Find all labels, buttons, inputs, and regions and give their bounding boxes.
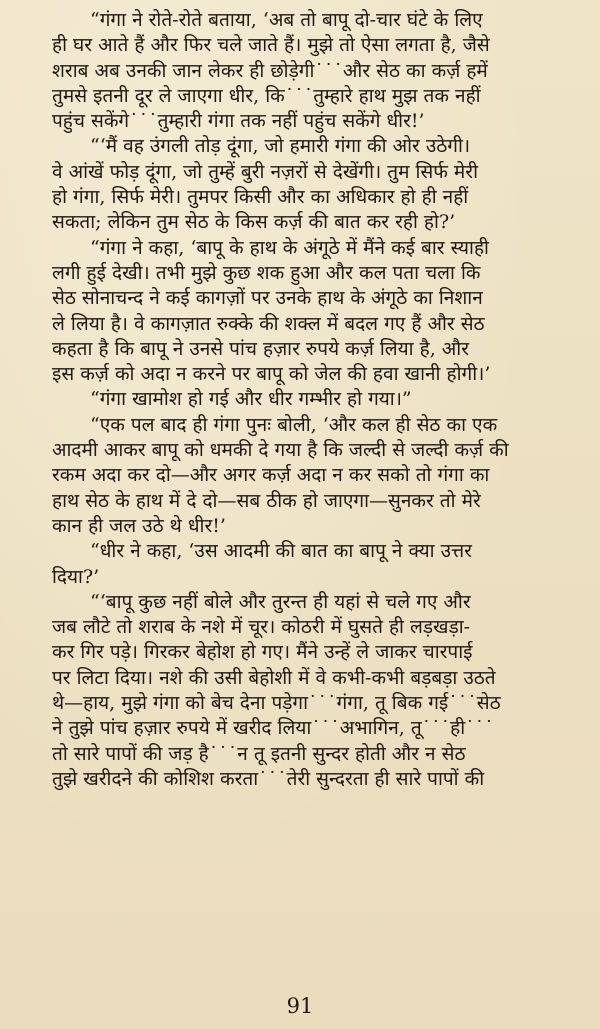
text-line: तुमसे इतनी दूर ले जाएगा धीर, कि˙˙˙तुम्हारे हाथ मुझ तक नहीं — [52, 84, 481, 107]
text-line: आदमी आकर बापू को धमकी दे गया है कि जल्दी से जल्दी कर्ज़ की — [52, 439, 509, 462]
text-line: थे—हाय, मुझे गंगा को बेच देना पड़ेगा˙˙˙गंगा, तू बिक गई˙˙˙सेठ — [52, 692, 501, 715]
text-line: पर लिटा दिया। नशे की उसी बेहोशी में वे कभी-कभी बड़बड़ा उठते — [52, 666, 496, 689]
paragraph-7 — [16, 590, 584, 792]
text-line: हो गंगा, सिर्फ मेरी। तुमपर किसी और का अधिकार हो ही नहीं — [52, 186, 469, 209]
text-line: शराब अब उनकी जान लेकर ही छोड़ेगी˙˙˙और सेठ का कर्ज़ हमें — [52, 59, 488, 82]
text-line: इस कर्ज़ को अदा न करने पर बापू को जेल की हवा खानी होगी।’ — [52, 363, 491, 386]
text-line: कान ही जल उठे थे धीर!’ — [52, 514, 226, 537]
paragraph-1 — [16, 8, 584, 134]
text-line: कर गिर पड़े। गिरकर बेहोश हो गए। मैंने उन्हें ले जाकर चारपाई — [52, 641, 473, 664]
text-line: हाथ सेठ के हाथ में दे दो—सब ठीक हो जाएगा—सुनकर तो मेरे — [52, 489, 481, 512]
text-line: वे आंखें फोड़ दूंगा, जो तुम्हें बुरी नज़रों से देखेंगी। तुम सिर्फ मेरी — [52, 160, 478, 183]
text-line: ही घर आते हैं और फिर चले जाते हैं। मुझे तो ऐसा लगता है, जैसे — [52, 34, 490, 57]
text-line: “गंगा ने कहा, ‘बापू के हाथ के अंगूठे में मैंने कई बार स्याही — [90, 236, 489, 259]
paragraph-3 — [16, 236, 584, 388]
text-line: “‘मैं वह उंगली तोड़ दूंगा, जो हमारी गंगा की ओर उठेगी। — [90, 135, 471, 158]
text-line: “धीर ने कहा, ‘उस आदमी की बात का बापू ने क्या उत्तर — [90, 540, 472, 563]
text-line: ले लिया है। वे कागज़ात रुक्के की शक्ल में बदल गए हैं और सेठ — [52, 312, 485, 335]
text-line: “‘बापू कुछ नहीं बोले और तुरन्त ही यहां से चले गए और — [90, 590, 471, 613]
paragraph-6 — [16, 539, 584, 590]
text-line: कहता है कि बापू ने उनसे पांच हज़ार रुपये कर्ज़ लिया है, और — [52, 337, 470, 360]
text-line: ने तुझे पांच हज़ार रुपये में खरीद लिया˙˙˙अभागिन, तू˙˙˙ही˙˙˙ — [52, 717, 494, 740]
page-text — [16, 8, 584, 792]
text-line: तुझे खरीदने की कोशिश करता˙˙˙तेरी सुन्दरता ही सारे पापों की — [52, 767, 485, 790]
text-line: तो सारे पापों की जड़ है˙˙˙न तू इतनी सुन्दर होती और न सेठ — [52, 742, 466, 765]
paragraph-2 — [16, 134, 584, 235]
text-line: सकता; लेकिन तुम सेठ के किस कर्ज़ की बात कर रही हो?’ — [52, 211, 456, 234]
text-line: दिया?’ — [52, 565, 100, 588]
paragraph-4 — [16, 387, 584, 412]
text-line: सेठ सोनाचन्द ने कई कागज़ों पर उनके हाथ के अंगूठे का निशान — [52, 287, 483, 310]
text-line: “एक पल बाद ही गंगा पुनः बोली, ‘और कल ही सेठ का एक — [90, 413, 498, 436]
text-line: पहुंच सकेंगे˙˙˙तुम्हारी गंगा तक नहीं पहुंच सकेंगे धीर!’ — [52, 110, 425, 133]
page-number: 91 — [286, 994, 314, 1018]
text-line: लगी हुई देखी। तभी मुझे कुछ शक हुआ और कल पता चला कि — [52, 261, 481, 284]
text-line: “गंगा ने रोते-रोते बताया, ‘अब तो बापू दो-चार घंटे के लिए — [90, 9, 483, 31]
text-line: रकम अदा कर दो—और अगर कर्ज़ अदा न कर सको तो गंगा का — [52, 464, 490, 487]
text-line: जब लौटे तो शराब के नशे में चूर। कोठरी में घुसते ही लड़खड़ा- — [52, 616, 471, 639]
text-line: “गंगा खामोश हो गई और धीर गम्भीर हो गया।” — [90, 388, 412, 411]
paragraph-5 — [16, 413, 584, 539]
